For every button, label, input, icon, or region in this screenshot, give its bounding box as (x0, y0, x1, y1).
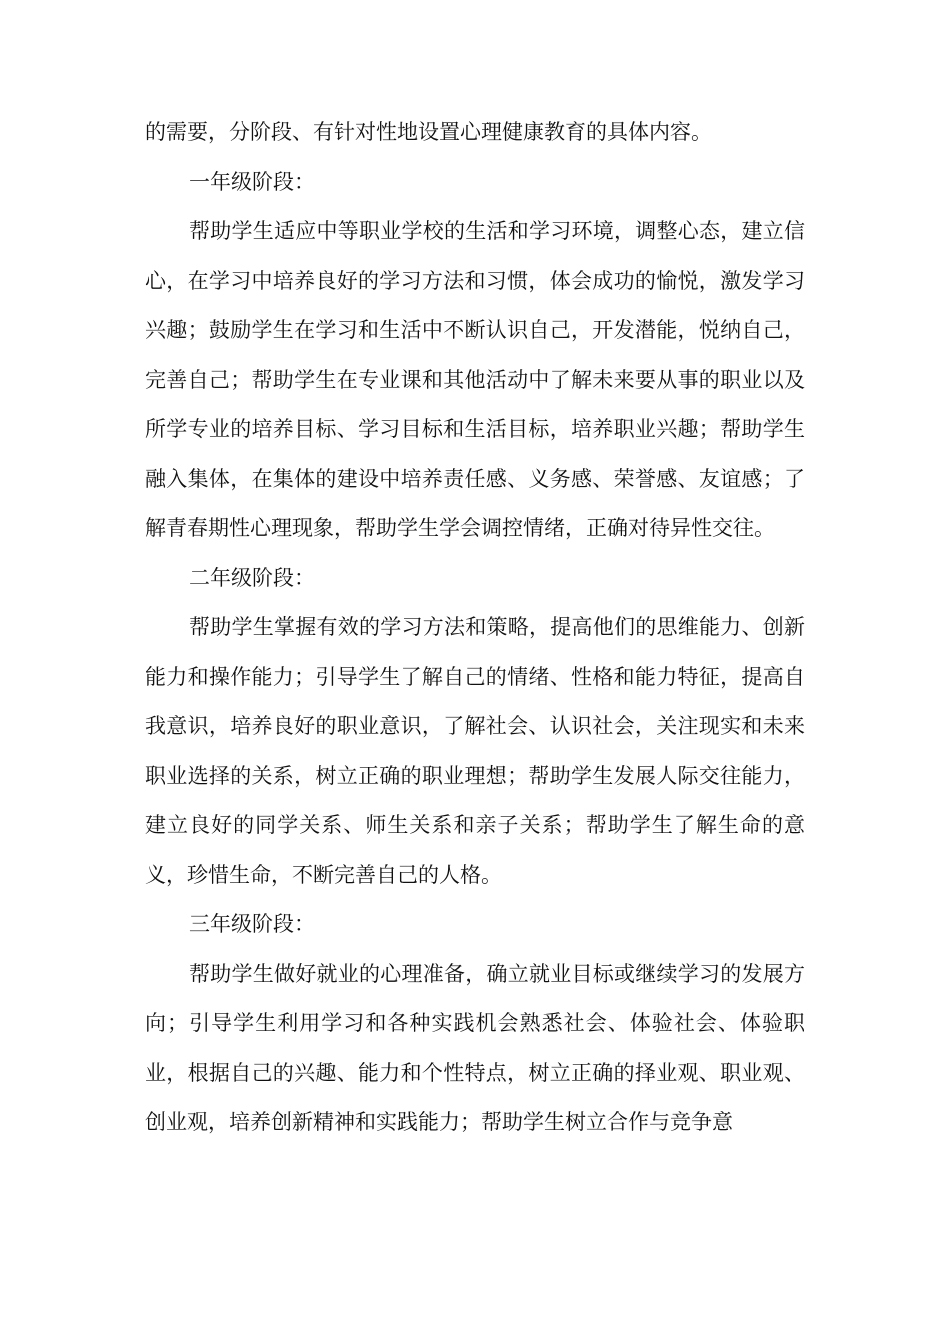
document-body (145, 108, 805, 1148)
paragraph-grade-one: 帮助学生适应中等职业学校的生活和学习环境，调整心态，建立信心，在学习中培养良好的学习方法和习惯，体会成功的愉悦，激发学习兴趣；鼓励学生在学习和生活中不断认识自己，开发潜能，悦纳自己，完善自己；帮助学生在专业课和其他活动中了解未来要从事的职业以及所学专业的培养目标、学习目标和生活目标，培养职业兴趣；帮助学生融入集体，在集体的建设中培养责任感、义务感、荣誉感、友谊感；了解青春期性心理现象，帮助学生学会调控情绪，正确对待异性交往。 (145, 219, 805, 540)
heading-grade-three: 三年级阶段： (189, 912, 315, 936)
paragraph-grade-two: 帮助学生掌握有效的学习方法和策略，提高他们的思维能力、创新能力和操作能力；引导学生了解自己的情绪、性格和能力特征，提高自我意识，培养良好的职业意识，了解社会、认识社会，关注现实和未来职业选择的关系，树立正确的职业理想；帮助学生发展人际交往能力，建立良好的同学关系、师生关系和亲子关系；帮助学生了解生命的意义，珍惜生命，不断完善自己的人格。 (145, 615, 805, 887)
heading-grade-one: 一年级阶段： (189, 169, 315, 194)
heading-grade-two: 二年级阶段： (189, 565, 315, 590)
paragraph-grade-three: 帮助学生做好就业的心理准备，确立就业目标或继续学习的发展方向；引导学生利用学习和各种实践机会熟悉社会、体验社会、体验职业，根据自己的兴趣、能力和个性特点，树立正确的择业观、职业观、创业观，培养创新精神和实践能力；帮助学生树立合作与竞争意 (145, 961, 805, 1134)
paragraph-intro-continuation: 的需要，分阶段、有针对性地设置心理健康教育的具体内容。 (145, 120, 712, 144)
